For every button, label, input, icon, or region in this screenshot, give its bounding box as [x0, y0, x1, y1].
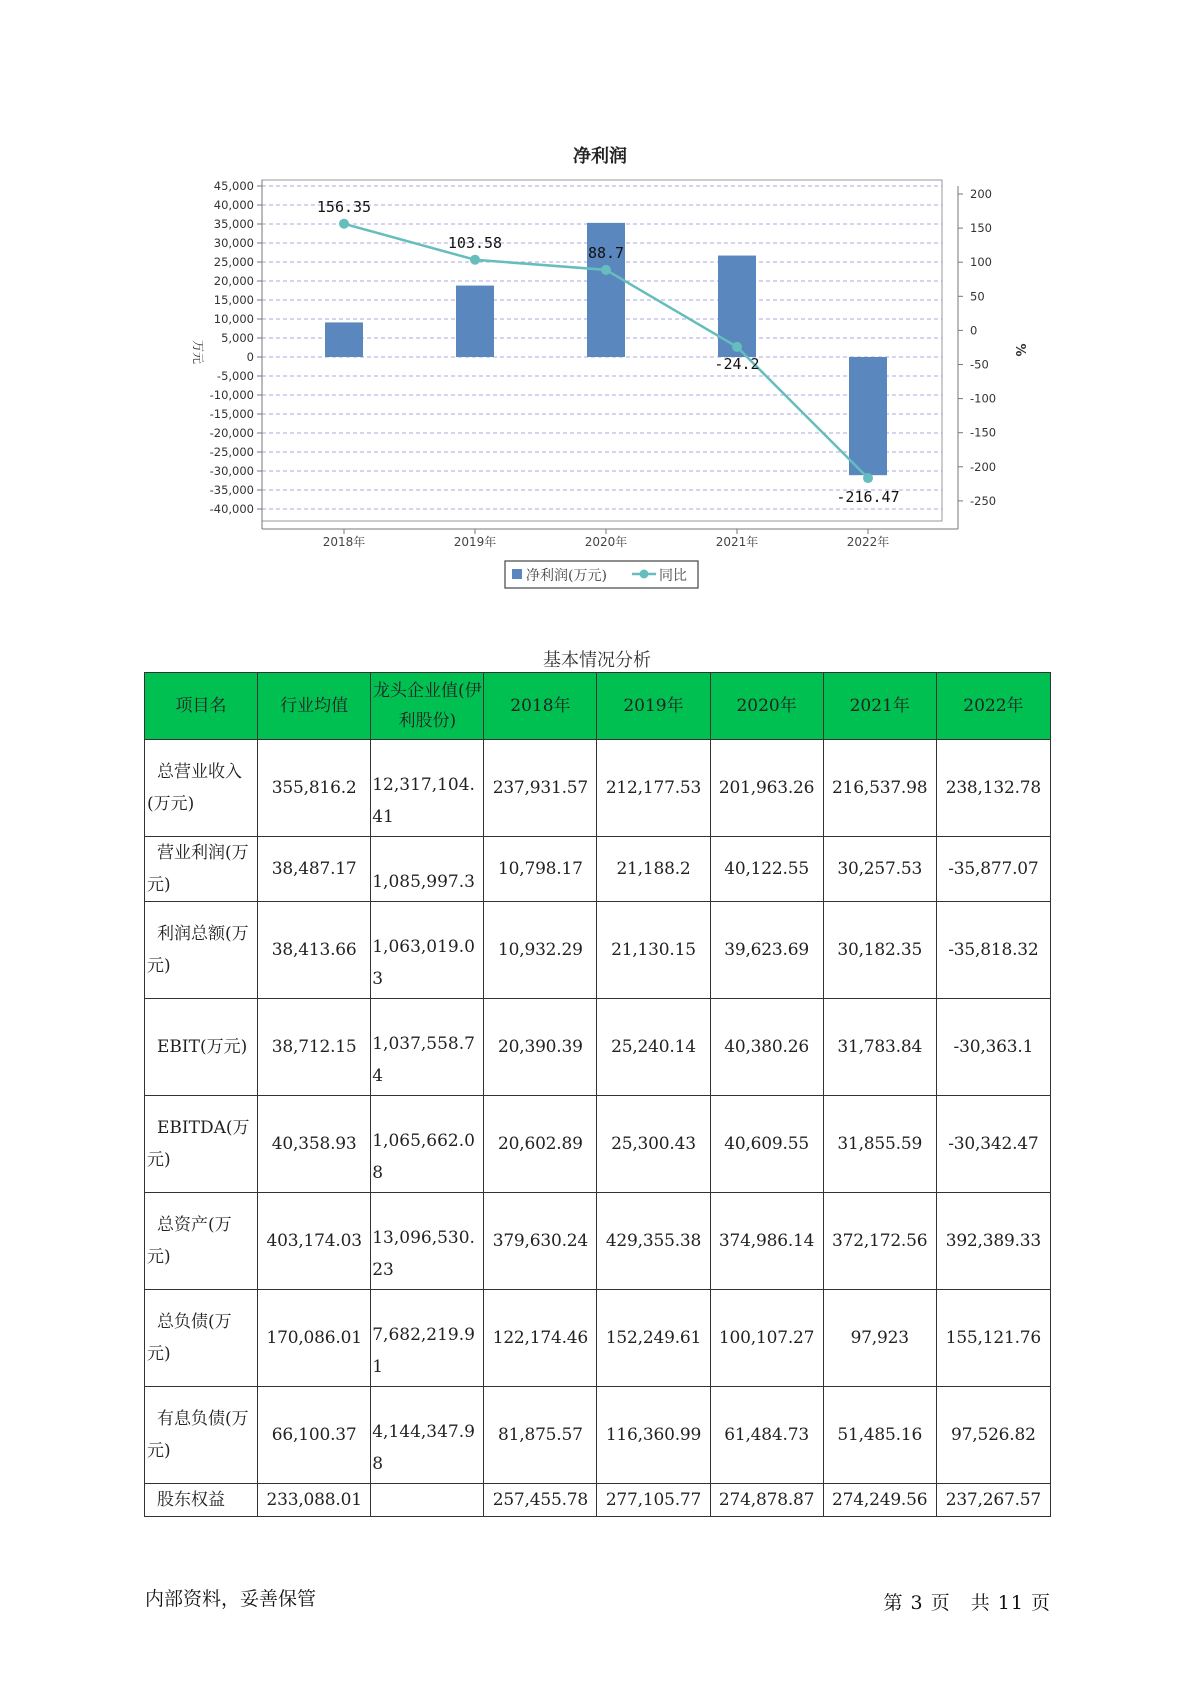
y2-tick-label: -150 — [970, 425, 997, 440]
table-cell: 51,485.16 — [823, 1387, 936, 1484]
y2-tick-label: 0 — [970, 323, 978, 338]
x-tick-label: 2019年 — [453, 535, 497, 549]
chart-title: 净利润 — [573, 146, 627, 167]
table-cell: 7,682,219.91 — [371, 1290, 484, 1387]
x-tick-label: 2021年 — [715, 535, 759, 549]
table-row — [145, 999, 1051, 1096]
y2-tick-label: -50 — [970, 357, 989, 372]
table-row — [145, 902, 1051, 999]
y2-tick-label: 100 — [970, 255, 992, 270]
row-label: 总资产(万元) — [145, 1193, 258, 1290]
table-cell: 61,484.73 — [710, 1387, 823, 1484]
table-cell: 31,855.59 — [823, 1096, 936, 1193]
table-cell: 233,088.01 — [258, 1484, 371, 1517]
table-cell: 372,172.56 — [823, 1193, 936, 1290]
bar-2021年 — [718, 256, 756, 357]
table-row — [145, 1193, 1051, 1290]
table-cell: 238,132.78 — [936, 740, 1050, 837]
table-cell: 212,177.53 — [597, 740, 710, 837]
table-cell: 100,107.27 — [710, 1290, 823, 1387]
page-mid: 页 共 — [930, 1592, 991, 1614]
yoy-point — [339, 219, 349, 229]
header-leader-value: 龙头企业值(伊利股份) — [371, 673, 484, 740]
table-cell: 12,317,104.41 — [371, 740, 484, 837]
page-total: 11 — [997, 1592, 1024, 1614]
table-title: 基本情况分析 — [543, 650, 651, 671]
table-cell: 4,144,347.98 — [371, 1387, 484, 1484]
table-cell: 97,526.82 — [936, 1387, 1050, 1484]
table-cell: 403,174.03 — [258, 1193, 371, 1290]
table-cell: 40,380.26 — [710, 999, 823, 1096]
row-label: EBITDA(万元) — [145, 1096, 258, 1193]
legend-line-marker — [640, 570, 649, 579]
y2-axis-title: % — [1012, 343, 1027, 357]
table-cell: 66,100.37 — [258, 1387, 371, 1484]
legend-bar-label: 净利润(万元) — [526, 568, 607, 584]
legend-bar-swatch — [512, 569, 522, 579]
header-industry-avg: 行业均值 — [258, 673, 371, 740]
table-cell: -35,877.07 — [936, 837, 1050, 902]
row-label: 有息负债(万元) — [145, 1387, 258, 1484]
y2-tick-label: -200 — [970, 459, 997, 474]
yoy-point — [732, 342, 742, 352]
yoy-point — [470, 255, 480, 265]
table-row — [145, 1096, 1051, 1193]
table-cell: 20,602.89 — [484, 1096, 597, 1193]
y2-tick-label: -250 — [970, 493, 997, 508]
y2-tick-label: 150 — [970, 221, 992, 236]
x-tick-label: 2018年 — [322, 535, 366, 549]
table-cell: 355,816.2 — [258, 740, 371, 837]
y-tick-label: -35,000 — [209, 483, 254, 497]
y-tick-label: 45,000 — [213, 179, 254, 193]
table-cell: 379,630.24 — [484, 1193, 597, 1290]
table-cell: 1,085,997.3 — [371, 837, 484, 902]
row-label: 总负债(万元) — [145, 1290, 258, 1387]
footer-page-number — [883, 1588, 1051, 1615]
header-2021: 2021年 — [823, 673, 936, 740]
y-tick-label: 30,000 — [213, 236, 254, 250]
x-tick-label: 2020年 — [584, 535, 628, 549]
page-suffix: 页 — [1030, 1592, 1051, 1614]
table-cell: 170,086.01 — [258, 1290, 371, 1387]
y-tick-label: 10,000 — [213, 312, 254, 326]
yoy-data-label: 103.58 — [447, 233, 503, 252]
table-cell: 392,389.33 — [936, 1193, 1050, 1290]
table-row — [145, 837, 1051, 902]
y-tick-label: -30,000 — [209, 464, 254, 478]
basic-analysis-table — [144, 672, 1051, 1517]
yoy-data-label: 88.7 — [587, 243, 625, 262]
header-item-name: 项目名 — [145, 673, 258, 740]
y-tick-label: 40,000 — [213, 198, 254, 212]
table-cell: 216,537.98 — [823, 740, 936, 837]
row-label: 利润总额(万元) — [145, 902, 258, 999]
table-cell: 40,358.93 — [258, 1096, 371, 1193]
table-cell: 122,174.46 — [484, 1290, 597, 1387]
bar-2019年 — [456, 286, 494, 357]
table-cell: 31,783.84 — [823, 999, 936, 1096]
table-cell: 40,122.55 — [710, 837, 823, 902]
table-cell: 155,121.76 — [936, 1290, 1050, 1387]
table-cell: 374,986.14 — [710, 1193, 823, 1290]
table-header-row — [145, 673, 1051, 740]
table-row — [145, 1484, 1051, 1517]
table-cell: 1,065,662.08 — [371, 1096, 484, 1193]
footer-confidential: 内部资料，妥善保管 — [145, 1588, 317, 1610]
y-tick-label: 20,000 — [213, 274, 254, 288]
table-cell: 237,267.57 — [936, 1484, 1050, 1517]
header-2022: 2022年 — [936, 673, 1050, 740]
legend-line-label: 同比 — [659, 568, 687, 584]
table-cell: 116,360.99 — [597, 1387, 710, 1484]
y-tick-label: -5,000 — [216, 369, 254, 383]
table-cell: 38,712.15 — [258, 999, 371, 1096]
y-tick-label: 25,000 — [213, 255, 254, 269]
y-tick-label: 35,000 — [213, 217, 254, 231]
table-cell: -30,342.47 — [936, 1096, 1050, 1193]
table-cell: 81,875.57 — [484, 1387, 597, 1484]
table-cell: 152,249.61 — [597, 1290, 710, 1387]
row-label: 总营业收入(万元) — [145, 740, 258, 837]
y2-tick-label: -100 — [970, 391, 997, 406]
net-profit-chart — [0, 0, 1191, 620]
table-cell: -35,818.32 — [936, 902, 1050, 999]
table-row — [145, 1290, 1051, 1387]
yoy-point — [601, 265, 611, 275]
table-cell: 21,188.2 — [597, 837, 710, 902]
bar-2018年 — [325, 322, 363, 357]
y-tick-label: 5,000 — [221, 331, 254, 345]
table-cell: 25,300.43 — [597, 1096, 710, 1193]
y-tick-label: 15,000 — [213, 293, 254, 307]
y2-tick-label: 50 — [970, 289, 985, 304]
table-row — [145, 740, 1051, 837]
table-cell: 274,249.56 — [823, 1484, 936, 1517]
y-tick-label: -10,000 — [209, 388, 254, 402]
table-cell: 21,130.15 — [597, 902, 710, 999]
header-2018: 2018年 — [484, 673, 597, 740]
page-prefix: 第 — [883, 1592, 904, 1614]
table-cell: 25,240.14 — [597, 999, 710, 1096]
y-axis-title: 万元 — [191, 339, 205, 365]
table-cell: 277,105.77 — [597, 1484, 710, 1517]
table-cell: 39,623.69 — [710, 902, 823, 999]
table-cell: 38,413.66 — [258, 902, 371, 999]
table-cell: 201,963.26 — [710, 740, 823, 837]
table-cell: 429,355.38 — [597, 1193, 710, 1290]
yoy-data-label: -24.2 — [714, 354, 760, 373]
table-cell: 30,182.35 — [823, 902, 936, 999]
table-cell — [371, 1484, 484, 1517]
bar-2022年 — [849, 357, 887, 475]
yoy-data-label: -216.47 — [836, 488, 900, 507]
y-tick-label: -40,000 — [209, 502, 254, 516]
table-cell: 40,609.55 — [710, 1096, 823, 1193]
table-cell: 274,878.87 — [710, 1484, 823, 1517]
y2-tick-label: 200 — [970, 187, 992, 201]
yoy-data-label: 156.35 — [316, 197, 372, 216]
table-cell: 20,390.39 — [484, 999, 597, 1096]
y-tick-label: 0 — [246, 350, 254, 364]
header-2020: 2020年 — [710, 673, 823, 740]
table-cell: -30,363.1 — [936, 999, 1050, 1096]
table-cell: 237,931.57 — [484, 740, 597, 837]
table-cell: 10,932.29 — [484, 902, 597, 999]
y-tick-label: -25,000 — [209, 445, 254, 459]
row-label: EBIT(万元) — [145, 999, 258, 1096]
y-tick-label: -15,000 — [209, 407, 254, 421]
table-cell: 13,096,530.23 — [371, 1193, 484, 1290]
table-row — [145, 1387, 1051, 1484]
table-cell: 30,257.53 — [823, 837, 936, 902]
table-cell: 97,923 — [823, 1290, 936, 1387]
table-cell: 38,487.17 — [258, 837, 371, 902]
table-cell: 1,063,019.03 — [371, 902, 484, 999]
row-label: 股东权益 — [145, 1484, 258, 1517]
header-2019: 2019年 — [597, 673, 710, 740]
page-current: 3 — [910, 1592, 924, 1614]
y-tick-label: -20,000 — [209, 426, 254, 440]
yoy-point — [863, 473, 873, 483]
x-tick-label: 2022年 — [846, 535, 890, 549]
table-cell: 1,037,558.74 — [371, 999, 484, 1096]
table-cell: 257,455.78 — [484, 1484, 597, 1517]
row-label: 营业利润(万元) — [145, 837, 258, 902]
table-cell: 10,798.17 — [484, 837, 597, 902]
